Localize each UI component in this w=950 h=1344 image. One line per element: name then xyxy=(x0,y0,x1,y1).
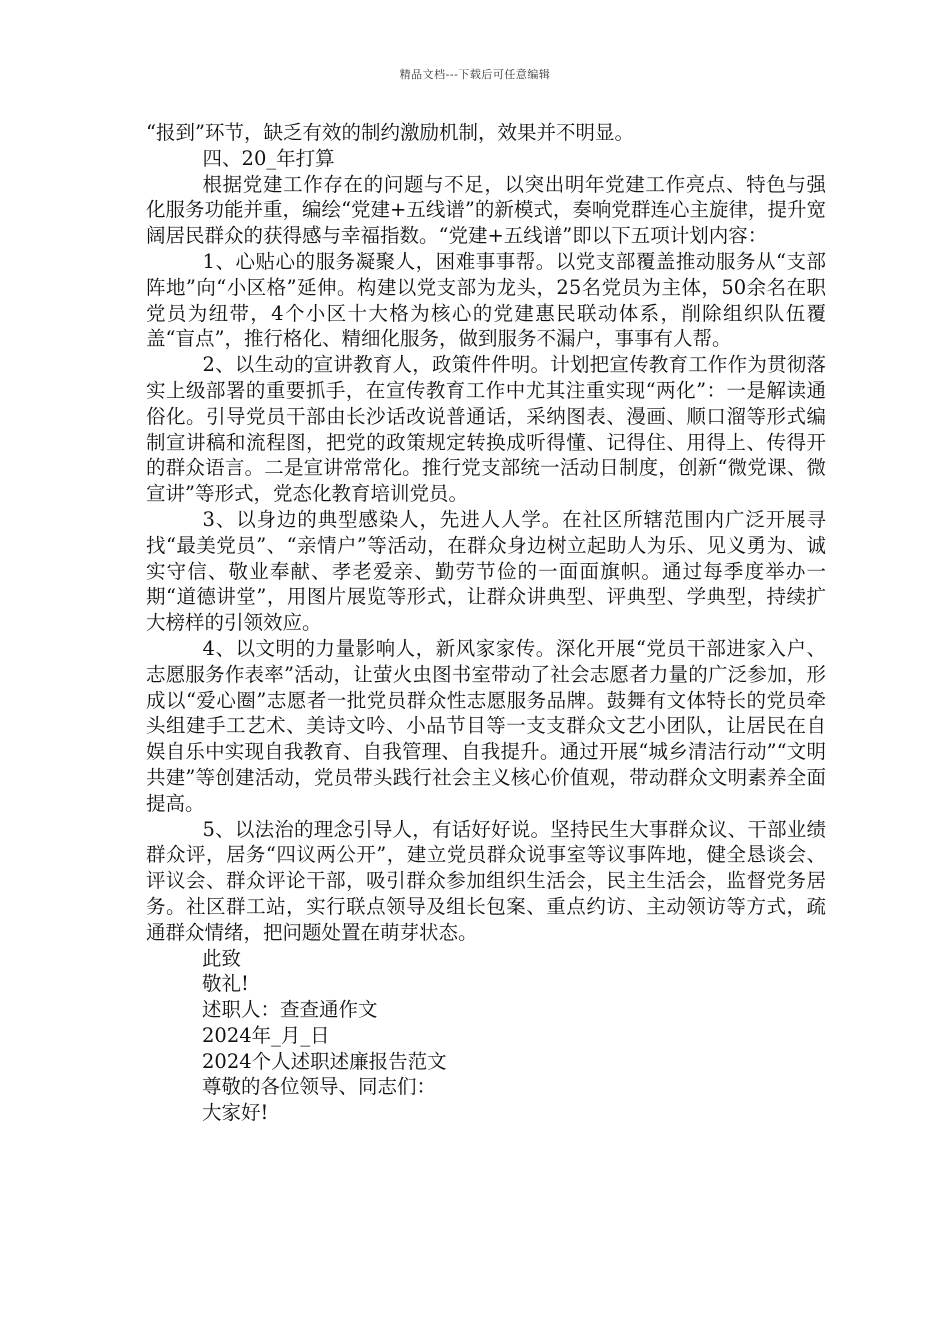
closing-salutation: 此致 xyxy=(202,946,242,970)
signature-line: 述职人：查查通作文 xyxy=(202,998,378,1022)
date-line: 2024年_月_日 xyxy=(202,1023,330,1047)
paragraph-intro: 根据党建工作存在的问题与不足，以突出明年党建工作亮点、特色与强化服务功能并重，编绘“党建+五线谱”的新模式，奏响党群连心主旋律，提升宽阔居民群众的获得感与幸福指数。“党建+五线谱”即以下五项计划内容： xyxy=(146,172,826,248)
paragraph-item-5: 5、以法治的理念引导人，有话好好说。坚持民生大事群众议、干部业绩群众评，居务“四议两公开”，建立党员群众说事室等议事阵地，健全恳谈会、评议会、群众评论干部，吸引群众参加组织生活会，民主生活会，监督党务居务。社区群工站，实行联点领导及组长包案、重点约访、主动领访等方式，疏通群众情绪，把问题处置在萌芽状态。 xyxy=(146,817,826,944)
closing-respect: 敬礼! xyxy=(202,972,249,996)
paragraph-item-2: 2、以生动的宣讲教育人，政策件件明。计划把宣传教育工作作为贯彻落实上级部署的重要抓手，在宣传教育工作中尤其注重实现“两化”：一是解读通俗化。引导党员干部由长沙话改说普通话，采纳图表、漫画、顺口溜等形式编制宣讲稿和流程图，把党的政策规定转换成听得懂、记得住、用得上、传得开的群众语言。二是宣讲常常化。推行党支部统一活动日制度，创新“微党课、微宣讲”等形式，党态化教育培训党员。 xyxy=(146,353,826,506)
paragraph-item-3: 3、以身边的典型感染人，先进人人学。在社区所辖范围内广泛开展寻找“最美党员”、“亲情户”等活动，在群众身边树立起助人为乐、见义勇为、诚实守信、敬业奉献、孝老爱亲、勤劳节俭的一面面旗帜。通过每季度举办一期“道德讲堂”，用图片展览等形式，让群众讲典型、评典型、学典型，持续扩大榜样的引领效应。 xyxy=(146,507,826,635)
paragraph-1: “报到”环节，缺乏有效的制约激励机制，效果并不明显。 xyxy=(146,121,634,144)
greeting-line: 尊敬的各位领导、同志们： xyxy=(202,1075,437,1099)
hello-line: 大家好! xyxy=(202,1101,269,1125)
page-header: 精品文档---下载后可任意编辑 xyxy=(399,68,551,81)
section-heading: 四、20_年打算 xyxy=(202,146,335,170)
paragraph-item-4: 4、以文明的力量影响人，新风家家传。深化开展“党员干部进家入户、志愿服务作表率”活动，让萤火虫图书室带动了社会志愿者力量的广泛参加，形成以“爱心圈”志愿者一批党员群众性志愿服务品牌。鼓舞有文体特长的党员牵头组建手工艺术、美诗文吟、小品节目等一支支群众文艺小团队，让居民在自娱自乐中实现自我教育、自我管理、自我提升。通过开展“城乡清洁行动”“文明共建”等创建活动，党员带头践行社会主义核心价值观，带动群众文明素养全面提高。 xyxy=(146,636,826,815)
document-body xyxy=(146,120,826,1126)
next-title: 2024个人述职述廉报告范文 xyxy=(202,1049,447,1073)
paragraph-item-1: 1、心贴心的服务凝聚人，困难事事帮。以党支部覆盖推动服务从“支部阵地”向“小区格”延伸。构建以党支部为龙头，25名党员为主体，50余名在职党员为纽带，4个小区十大格为核心的党建惠民联动体系，削除组织队伍覆盖“盲点”，推行格化、精细化服务，做到服务不漏户，事事有人帮。 xyxy=(146,249,826,351)
